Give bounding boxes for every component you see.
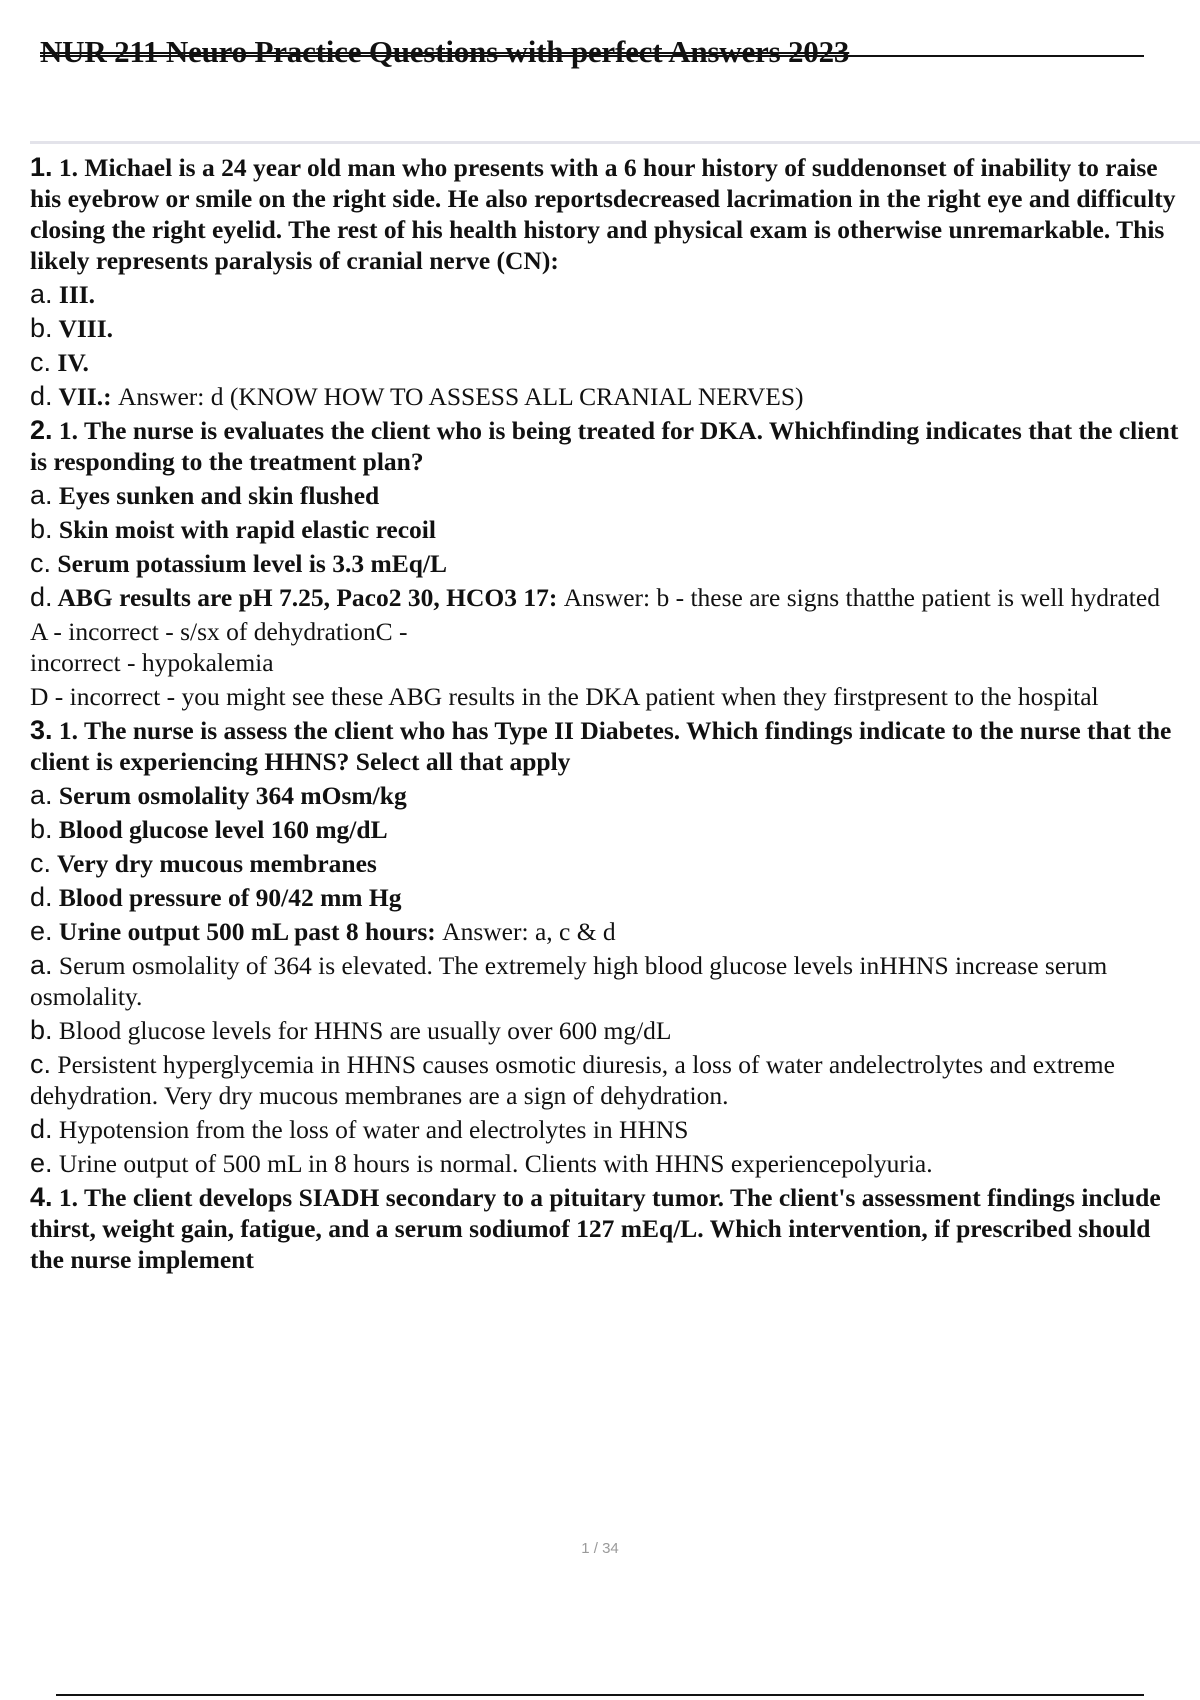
explanation-marker: a.: [30, 950, 53, 980]
option-text: VIII.: [58, 314, 114, 343]
option-marker: c.: [30, 848, 52, 878]
option-text: Very dry mucous membranes: [56, 849, 377, 878]
option-marker: b.: [30, 814, 53, 844]
option-marker: a.: [30, 480, 53, 510]
answer-text: Answer: d (KNOW HOW TO ASSESS ALL CRANIAL NERVES): [117, 382, 804, 411]
section-divider: [30, 141, 1200, 144]
option-text: ABG results are pH 7.25, Paco2 30, HCO3 17:: [57, 583, 558, 612]
answer-text: Answer: b - these are signs thatthe patient is well hydrated: [563, 583, 1160, 612]
question-1-option-a: [30, 279, 1190, 310]
option-marker: b.: [30, 313, 53, 343]
explanation-text: Serum osmolality of 364 is elevated. The extremely high blood glucose levels inHHNS increase serum osmolality.: [30, 951, 1108, 1011]
question-2-option-a: [30, 480, 1190, 511]
question-text: 1. The nurse is assess the client who has Type II Diabetes. Which findings indicate to the nurse that the client is experiencing HHNS? Select all that apply: [30, 716, 1172, 776]
question-1-option-d: [30, 381, 1190, 412]
question-3-stem: [30, 715, 1190, 777]
footer-rule: [56, 1694, 1144, 1696]
question-1-option-c: [30, 347, 1190, 378]
answer-text: Answer: a, c & d: [442, 917, 616, 946]
title-rule: [40, 55, 1144, 57]
question-3-option-a: [30, 780, 1190, 811]
question-number: 3.: [30, 715, 53, 745]
document-body: [30, 149, 1190, 1275]
explanation-e: [30, 1148, 1190, 1179]
question-2-stem: [30, 415, 1190, 477]
option-text: Urine output 500 mL past 8 hours:: [58, 917, 436, 946]
option-text: IV.: [57, 348, 89, 377]
option-marker: d.: [30, 882, 53, 912]
explanation-b: [30, 1015, 1190, 1046]
question-2-option-d: [30, 582, 1190, 613]
question-1-stem: [30, 152, 1190, 276]
option-marker: c.: [30, 548, 52, 578]
question-4-stem: [30, 1182, 1190, 1275]
question-2-option-b: [30, 514, 1190, 545]
question-number: 2.: [30, 415, 53, 445]
question-3-option-b: [30, 814, 1190, 845]
question-1-option-b: [30, 313, 1190, 344]
explanation-marker: b.: [30, 1015, 53, 1045]
explanation-marker: d.: [30, 1114, 53, 1144]
option-text: Blood glucose level 160 mg/dL: [58, 815, 388, 844]
explanation-marker: c.: [30, 1049, 52, 1079]
explanation-marker: e.: [30, 1148, 53, 1178]
question-3-option-c: [30, 848, 1190, 879]
question-3-option-d: [30, 882, 1190, 913]
question-2-option-c: [30, 548, 1190, 579]
rationale-line: D - incorrect - you might see these ABG results in the DKA patient when they firstpresent to the hospital: [30, 682, 1099, 711]
option-marker: a.: [30, 279, 53, 309]
page-indicator: 1 / 34: [581, 1540, 619, 1557]
explanation-d: [30, 1114, 1190, 1145]
explanation-c: [30, 1049, 1190, 1111]
option-text: Skin moist with rapid elastic recoil: [58, 515, 436, 544]
option-text: Serum osmolality 364 mOsm/kg: [58, 781, 407, 810]
option-marker: b.: [30, 514, 53, 544]
question-text: 1. The nurse is evaluates the client who is being treated for DKA. Whichfinding indicates that the client is responding to the treatment plan?: [30, 416, 1179, 476]
rationale-line: A - incorrect - s/sx of dehydrationC -: [30, 617, 408, 646]
option-marker: d.: [30, 381, 53, 411]
explanation-text: Urine output of 500 mL in 8 hours is normal. Clients with HHNS experiencepolyuria.: [58, 1149, 933, 1178]
question-text: 1. The client develops SIADH secondary to a pituitary tumor. The client's assessment findings include thirst, weight gain, fatigue, and a serum sodiumof 127 mEq/L. Which intervention, if prescribed should the nurse implement: [30, 1183, 1161, 1274]
option-marker: c.: [30, 347, 52, 377]
option-marker: a.: [30, 780, 53, 810]
question-number: 1.: [30, 152, 53, 182]
option-text: VII.:: [58, 382, 112, 411]
option-text: Eyes sunken and skin flushed: [58, 481, 380, 510]
option-text: Blood pressure of 90/42 mm Hg: [58, 883, 402, 912]
option-marker: e.: [30, 916, 53, 946]
explanation-text: Persistent hyperglycemia in HHNS causes osmotic diuresis, a loss of water andelectrolytes and extreme dehydration. Very dry mucous membranes are a sign of dehydration.: [30, 1050, 1115, 1110]
question-number: 4.: [30, 1182, 53, 1212]
option-text: III.: [58, 280, 96, 309]
explanation-text: Blood glucose levels for HHNS are usually over 600 mg/dL: [58, 1016, 672, 1045]
option-text: Serum potassium level is 3.3 mEq/L: [57, 549, 448, 578]
question-3-option-e: [30, 916, 1190, 947]
explanation-a: [30, 950, 1190, 1012]
rationale-line: incorrect - hypokalemia: [30, 648, 274, 677]
document-title: NUR 211 Neuro Practice Questions with perfect Answers 2023: [40, 34, 850, 69]
explanation-text: Hypotension from the loss of water and electrolytes in HHNS: [58, 1115, 689, 1144]
question-text: 1. Michael is a 24 year old man who presents with a 6 hour history of suddenonset of inability to raise his eyebrow or smile on the right side. He also reportsdecreased lacrimation in the right eye and difficulty closing the right eyelid. The rest of his health history and physical exam is otherwise unremarkable. This likely represents paralysis of cranial nerve (CN):: [30, 153, 1176, 275]
option-marker: d.: [30, 582, 53, 612]
